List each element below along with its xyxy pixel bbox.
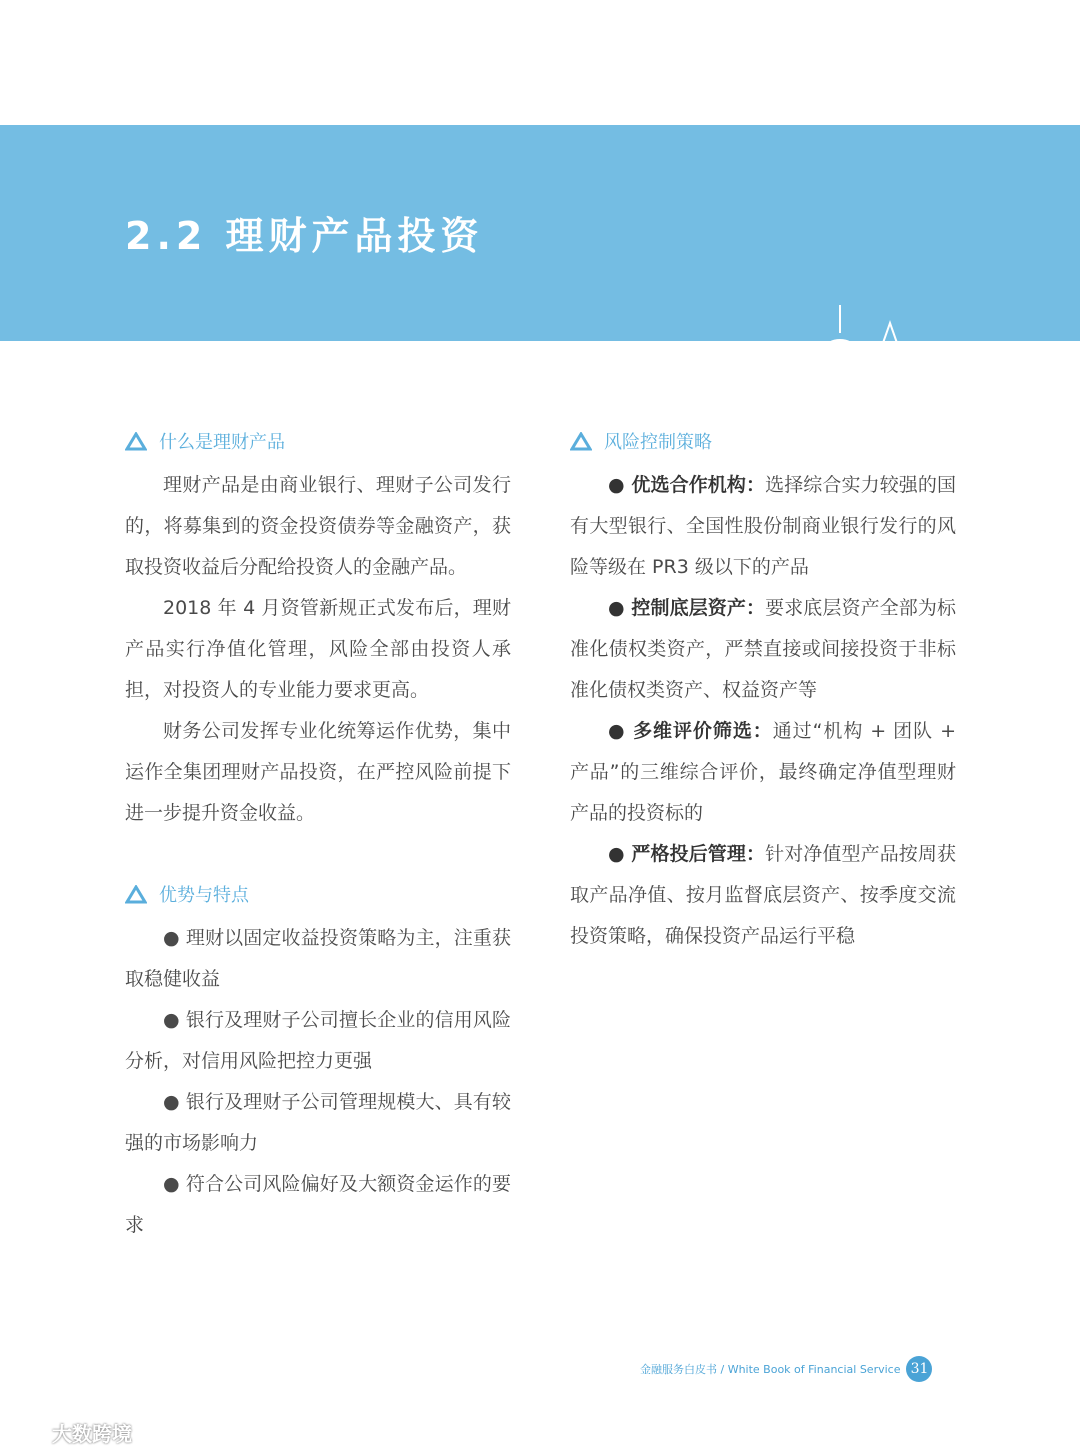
- strategy-text: 针对净值型产品按周获取产品净值、按月监督底层资产、按季度交流投资策略，确保投资产品运行平稳: [570, 843, 956, 947]
- paragraph: 财务公司发挥专业化统筹运作优势，集中运作全集团理财产品投资，在严控风险前提下进一步提升资金收益。: [125, 720, 511, 824]
- paragraph: 理财产品是由商业银行、理财子公司发行的，将募集到的资金投资债券等金融资产，获取投资收益后分配给投资人的金融产品。: [125, 474, 511, 578]
- section-heading: [125, 878, 511, 910]
- triangle-icon: [125, 432, 147, 451]
- section-title: 什么是理财产品: [159, 432, 285, 453]
- strategy-item: [570, 465, 956, 588]
- strategy-text: 通过“机构 + 团队 + 产品”的三维综合评价，最终确定净值型理财产品的投资标的: [570, 720, 956, 824]
- strategy-text: 要求底层资产全部为标准化债权类资产，严禁直接或间接投资于非标准化债权类资产、权益资产等: [570, 597, 956, 701]
- right-column: [570, 425, 956, 957]
- page-footer: [640, 1355, 932, 1383]
- strategy-text: 选择综合实力较强的国有大型银行、全国性股份制商业银行发行的风险等级在 PR3 级以下的产品: [570, 474, 956, 578]
- footer-text: 金融服务白皮书 / White Book of Financial Service: [640, 1363, 901, 1376]
- watermark-text: 大数跨境: [52, 1422, 132, 1446]
- paragraph: 2018 年 4 月资管新规正式发布后，理财产品实行净值化管理，风险全部由投资人承担，对投资人的专业能力要求更高。: [125, 597, 511, 701]
- strategy-label: ● 严格投后管理：: [608, 843, 766, 865]
- strategy-label: ● 控制底层资产：: [608, 597, 766, 619]
- triangle-icon: [570, 432, 592, 451]
- page-number: 31: [906, 1356, 932, 1382]
- section-heading: [570, 425, 956, 457]
- strategy-label: ● 多维评价筛选：: [608, 720, 773, 742]
- bullet-item: ● 银行及理财子公司擅长企业的信用风险分析，对信用风险把控力更强: [125, 1009, 511, 1072]
- watermark-logo-icon: [8, 1420, 52, 1446]
- strategy-item: [570, 588, 956, 711]
- left-column: [125, 425, 511, 1246]
- strategy-item: [570, 711, 956, 834]
- watermark: [8, 1418, 132, 1447]
- bullet-item: ● 符合公司风险偏好及大额资金运作的要求: [125, 1173, 511, 1236]
- section-heading: [125, 425, 511, 457]
- bullet-item: ● 理财以固定收益投资策略为主，注重获取稳健收益: [125, 927, 511, 990]
- triangle-icon: [125, 885, 147, 904]
- strategy-item: [570, 834, 956, 957]
- strategy-label: ● 优选合作机构：: [608, 474, 766, 496]
- section-title: 风险控制策略: [604, 432, 712, 453]
- page-title: 2.2 理财产品投资: [125, 214, 484, 258]
- section-title: 优势与特点: [159, 885, 249, 906]
- bullet-item: ● 银行及理财子公司管理规模大、具有较强的市场影响力: [125, 1091, 511, 1154]
